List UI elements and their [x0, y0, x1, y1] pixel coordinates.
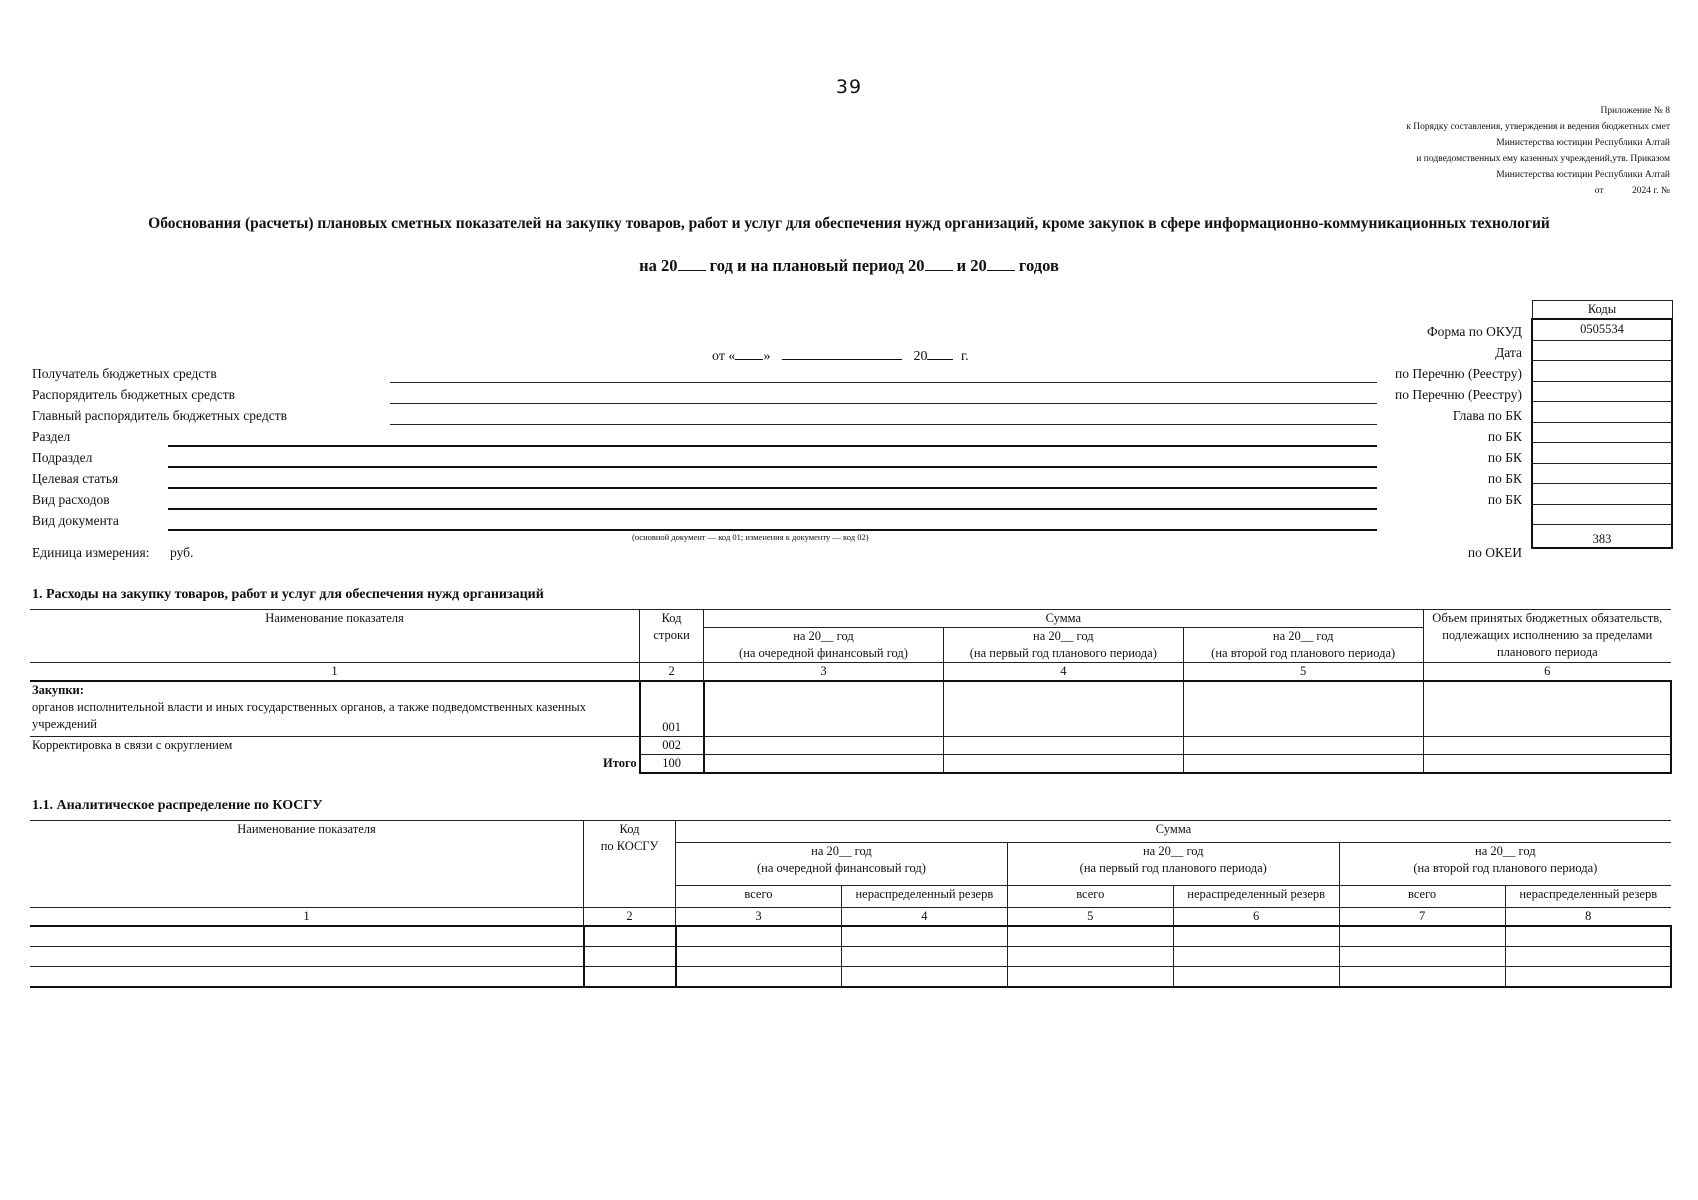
s2-col-sum: Сумма	[676, 821, 1671, 843]
form-title: Обоснования (расчеты) плановых сметных показателей на закупку товаров, работ и услуг для обеспечения нужд организаций, кроме закупок в сфере информационно-коммуникационных технологий	[148, 215, 1550, 232]
subtitle-part: год и на плановый период 20	[709, 256, 925, 275]
s2-cell[interactable]	[1505, 926, 1671, 947]
unit-value: руб.	[170, 545, 194, 560]
label-okud: Форма по ОКУД	[1426, 324, 1522, 339]
s1-year1-line2: (на очередной финансовый год)	[739, 646, 908, 660]
table-row	[30, 926, 1671, 947]
subtitle-part: на 20	[639, 256, 678, 275]
label-subsection: Подраздел	[32, 450, 93, 465]
day-blank[interactable]	[735, 345, 763, 360]
s1-col-obligations: Объем принятых бюджетных обязательств, подлежащих исполнению за пределами планового периода	[1423, 610, 1671, 663]
s2-col-code-line2: по КОСГУ	[600, 839, 659, 853]
label-bk-1: по БК	[1487, 429, 1522, 444]
s2-col-name: Наименование показателя	[30, 821, 584, 908]
s1-col-code-line1: Код	[661, 611, 682, 625]
expense-type-field[interactable]	[168, 508, 1377, 510]
s1-year1-line1: на 20__ год	[793, 629, 854, 643]
s2-col-total: всего	[676, 885, 842, 907]
code-bk-4[interactable]	[1532, 484, 1672, 505]
s1-year3-line1: на 20__ год	[1272, 629, 1334, 643]
label-bk-2: по БК	[1487, 450, 1522, 465]
label-manager: Распорядитель бюджетных средств	[32, 387, 235, 402]
s2-col-reserve: нераспределенный резерв	[841, 885, 1007, 907]
s1-cell[interactable]	[1423, 737, 1671, 755]
s2-cell[interactable]	[1339, 926, 1505, 947]
s1-year2-line1: на 20__ год	[1033, 629, 1094, 643]
s2-cell[interactable]	[1007, 926, 1173, 947]
appendix-line: Министерства юстиции Республики Алтай	[1496, 138, 1670, 148]
form-subtitle	[0, 256, 1698, 276]
s1-col-year3	[1183, 628, 1423, 663]
s2-cell[interactable]	[1173, 967, 1339, 988]
subtitle-part: годов	[1018, 256, 1059, 275]
month-blank[interactable]	[782, 345, 902, 360]
label-registry-2: по Перечню (Реестру)	[1395, 387, 1522, 402]
s2-cell[interactable]	[30, 947, 584, 967]
s2-year1-line2: (на очередной финансовый год)	[756, 861, 926, 876]
label-bk-3: по БК	[1487, 471, 1522, 486]
date-line	[712, 345, 969, 365]
s1-col-name: Наименование показателя	[30, 610, 640, 663]
s1-row-purchases	[30, 681, 640, 737]
s1-cell[interactable]	[943, 681, 1183, 737]
s2-cell[interactable]	[30, 967, 584, 988]
s1-colnum: 2	[640, 663, 704, 682]
s2-year3-line2: (на второй год планового периода)	[1413, 861, 1598, 876]
recipient-field[interactable]	[390, 382, 1377, 383]
s1-col-sum: Сумма	[704, 610, 1424, 628]
s1-row-code: 100	[640, 755, 704, 774]
s2-col-code	[584, 821, 676, 908]
s1-year2-line2: (на первый год планового периода)	[969, 646, 1157, 660]
s2-cell[interactable]	[841, 947, 1007, 967]
s1-row-purchases-heading: Закупки:	[32, 683, 84, 697]
s2-cell[interactable]	[1173, 947, 1339, 967]
appendix-line: Министерства юстиции Республики Алтай	[1496, 170, 1670, 180]
s2-colnum: 7	[1339, 908, 1505, 927]
label-expense-type: Вид расходов	[32, 492, 110, 507]
s2-colnum: 8	[1505, 908, 1671, 927]
manager-field[interactable]	[390, 403, 1377, 404]
s1-row-rounding: Корректировка в связи с округлением	[30, 737, 640, 755]
s2-colnum: 1	[30, 908, 584, 927]
s2-cell[interactable]	[841, 926, 1007, 947]
section1-title: 1. Расходы на закупку товаров, работ и услуг для обеспечения нужд организаций	[32, 587, 544, 602]
date-quote: »	[763, 349, 771, 364]
s1-cell[interactable]	[943, 737, 1183, 755]
table-row	[30, 681, 1671, 737]
s2-colnum: 2	[584, 908, 676, 927]
doc-type-note: (основной документ — код 01; изменения к документу — код 02)	[632, 532, 869, 542]
doc-type-field[interactable]	[168, 529, 1377, 531]
label-recipient: Получатель бюджетных средств	[32, 366, 217, 381]
date-year-prefix: 20	[913, 349, 928, 364]
appendix-line: от 2024 г. №	[1594, 186, 1670, 196]
chief-manager-field[interactable]	[390, 424, 1377, 425]
s1-colnum: 5	[1183, 663, 1423, 682]
s2-cell[interactable]	[584, 947, 676, 967]
s2-col-year1	[676, 843, 1008, 886]
unit-label: Единица измерения:	[32, 545, 150, 560]
s2-colnum: 4	[841, 908, 1007, 927]
s1-row-code: 001	[640, 681, 704, 737]
s1-colnum: 1	[30, 663, 640, 682]
s2-cell[interactable]	[676, 967, 842, 988]
table-row	[30, 755, 1671, 774]
s2-col-year3	[1339, 843, 1671, 886]
s2-cell[interactable]	[1339, 947, 1505, 967]
table-row	[30, 947, 1671, 967]
s2-year2-line1: на 20__ год	[1142, 844, 1204, 859]
s2-col-total: всего	[1339, 885, 1505, 907]
s2-cell[interactable]	[1007, 947, 1173, 967]
label-date: Дата	[1495, 345, 1522, 360]
code-okei[interactable]: 383	[1532, 525, 1672, 549]
label-section: Раздел	[32, 429, 71, 444]
appendix-line: Приложение № 8	[1600, 106, 1670, 116]
code-date[interactable]	[1532, 340, 1672, 361]
s2-cell[interactable]	[584, 926, 676, 947]
label-chief-manager: Главный распорядитель бюджетных средств	[32, 408, 287, 423]
label-okei: по ОКЕИ	[1467, 545, 1522, 560]
s2-year2-line2: (на первый год планового периода)	[1079, 861, 1267, 876]
s1-cell[interactable]	[1423, 681, 1671, 737]
s2-colnum: 3	[676, 908, 842, 927]
code-registry-2[interactable]	[1532, 381, 1672, 402]
s2-cell[interactable]	[841, 967, 1007, 988]
s2-cell[interactable]	[676, 947, 842, 967]
s1-row-total: Итого	[603, 755, 637, 770]
s2-cell[interactable]	[30, 926, 584, 947]
s1-colnum: 6	[1423, 663, 1671, 682]
s2-year1-line1: на 20__ год	[811, 844, 872, 859]
s1-cell[interactable]	[1183, 755, 1423, 774]
appendix-line: и подведомственных ему казенных учреждений,утв. Приказом	[1416, 154, 1670, 164]
target-item-field[interactable]	[168, 487, 1377, 489]
s2-col-code-line1: Код	[619, 822, 640, 836]
s2-cell[interactable]	[1339, 967, 1505, 988]
code-glava-bk[interactable]	[1532, 402, 1672, 423]
table-row	[30, 967, 1671, 988]
label-doc-type: Вид документа	[32, 513, 119, 528]
appendix-note	[1110, 103, 1670, 199]
code-registry-1[interactable]	[1532, 361, 1672, 382]
s1-col-year2	[943, 628, 1183, 663]
s2-colnum: 5	[1007, 908, 1173, 927]
s1-col-year1	[704, 628, 944, 663]
s2-col-total: всего	[1007, 885, 1173, 907]
label-target-item: Целевая статья	[32, 471, 119, 486]
s1-cell[interactable]	[943, 755, 1183, 774]
s1-row-purchases-text: органов исполнительной власти и иных государственных органов, а также подведомственных казенных учреждений	[32, 700, 586, 731]
s1-cell[interactable]	[1183, 737, 1423, 755]
year-blank[interactable]	[927, 345, 953, 360]
s1-cell[interactable]	[704, 681, 944, 737]
s2-year3-line1: на 20__ год	[1475, 844, 1536, 859]
s2-col-reserve: нераспределенный резерв	[1505, 885, 1671, 907]
s2-col-reserve: нераспределенный резерв	[1173, 885, 1339, 907]
date-suffix: г.	[960, 349, 969, 364]
date-prefix: от «	[712, 349, 736, 364]
appendix-line: к Порядку составления, утверждения и ведения бюджетных смет	[1406, 122, 1670, 132]
s1-colnum: 4	[943, 663, 1183, 682]
s2-cell[interactable]	[1505, 947, 1671, 967]
section-field[interactable]	[168, 445, 1377, 447]
code-bk-3[interactable]	[1532, 463, 1672, 484]
s2-cell[interactable]	[584, 967, 676, 988]
subtitle-part: и 20	[956, 256, 987, 275]
s1-row-code: 002	[640, 737, 704, 755]
s1-cell[interactable]	[704, 737, 944, 755]
s2-cell[interactable]	[1007, 967, 1173, 988]
s2-cell[interactable]	[1505, 967, 1671, 988]
label-bk-4: по БК	[1487, 492, 1522, 507]
s2-colnum: 6	[1173, 908, 1339, 927]
page-number: 39	[835, 76, 863, 98]
code-doc-type[interactable]	[1532, 504, 1672, 525]
s2-cell[interactable]	[676, 926, 842, 947]
code-bk-2[interactable]	[1532, 443, 1672, 464]
label-glava-bk: Глава по БК	[1452, 408, 1522, 423]
s1-cell[interactable]	[1183, 681, 1423, 737]
s2-cell[interactable]	[1173, 926, 1339, 947]
code-bk-1[interactable]	[1532, 422, 1672, 443]
year-blank[interactable]	[987, 256, 1015, 271]
s1-col-code	[640, 610, 704, 663]
year-blank[interactable]	[925, 256, 953, 271]
s1-col-code-line2: строки	[653, 628, 690, 642]
section2-title: 1.1. Аналитическое распределение по КОСГУ	[32, 798, 323, 813]
code-okud[interactable]: 0505534	[1532, 319, 1672, 340]
s2-col-year2	[1007, 843, 1339, 886]
s1-colnum: 3	[704, 663, 944, 682]
label-registry-1: по Перечню (Реестру)	[1395, 366, 1522, 381]
s1-cell[interactable]	[1423, 755, 1671, 774]
s1-year3-line2: (на второй год планового периода)	[1211, 646, 1396, 660]
table-row	[30, 737, 1671, 755]
codes-table	[1531, 300, 1673, 549]
section2-table	[30, 820, 1672, 988]
s1-cell[interactable]	[704, 755, 944, 774]
codes-header: Коды	[1532, 301, 1672, 320]
section1-table	[30, 609, 1672, 774]
year-blank[interactable]	[678, 256, 706, 271]
subsection-field[interactable]	[168, 466, 1377, 468]
